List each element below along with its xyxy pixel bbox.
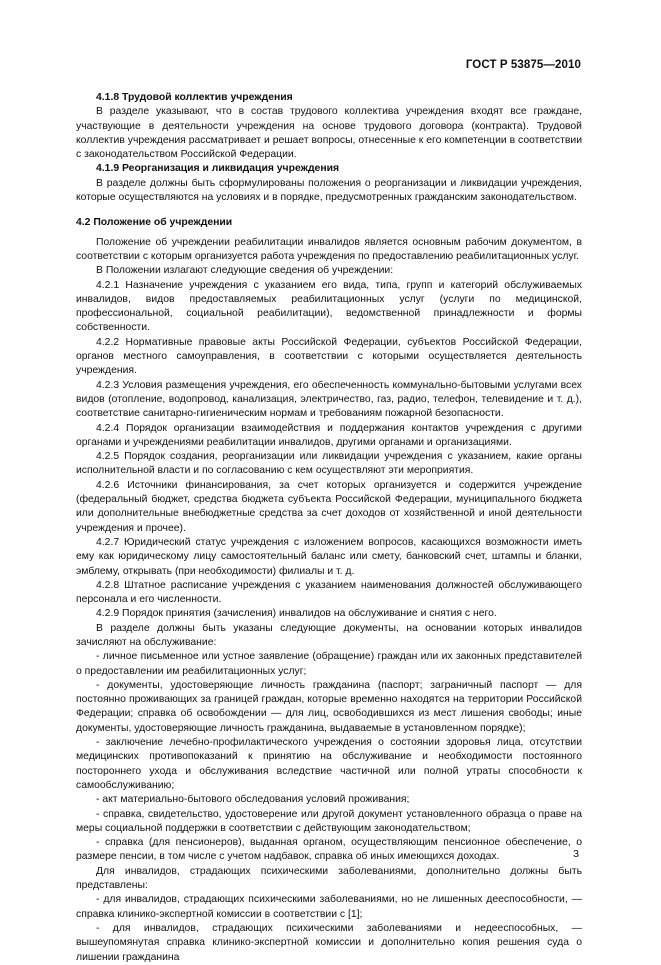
list-item: - акт материально-бытового обследования условий проживания; — [96, 794, 410, 806]
document-code: ГОСТ Р 53875—2010 — [465, 59, 581, 71]
paragraph: Для инвалидов, страдающих психическими заболеваниями, дополнительно должны быть представлены: — [76, 865, 582, 892]
document-body — [76, 91, 582, 965]
clause-4-2-8: 4.2.8 Штатное расписание учреждения с указанием наименования должностей обслуживающего персонала и его численности. — [76, 579, 582, 606]
section-heading-4-1-8: 4.1.8 Трудовой коллектив учреждения — [96, 92, 293, 103]
list-item: - заключение лечебно-профилактического учреждения о состоянии здоровья лица, отсутствии медицинских противопоказаний к принятию на обслуживание и необходимости постоянного постороннего ухода и обслуживания вследствие частичной или полной утраты способности к самообслуживанию; — [76, 737, 582, 791]
section-heading-4-1-9: 4.1.9 Реорганизация и ликвидация учреждения — [96, 163, 340, 175]
paragraph: В разделе указывают, что в состав трудового коллектива учреждения входят все граждане, участвующие в деятельности учреждения на основе трудового договора (контракта). Трудовой коллектив учреждения рассматривает и решает вопросы, отнесенные к его компетенции в соответствии с законодательством Российской Федерации. — [76, 106, 582, 161]
paragraph: В Положении излагают следующие сведения об учреждении: — [96, 265, 394, 277]
paragraph: В разделе должны быть указаны следующие документы, на основании которых инвалидов зачисляют на обслуживание: — [76, 622, 582, 648]
page-number: 3 — [573, 848, 579, 860]
paragraph: Положение об учреждении реабилитации инвалидов является основным рабочим документом, в соответствии с которым организуется работа учреждения по предоставлению реабилитационных услуг. — [76, 236, 582, 262]
clause-4-2-9: 4.2.9 Порядок принятия (зачисления) инвалидов на обслуживание и снятия с него. — [96, 608, 497, 620]
list-item: - справка (для пенсионеров), выданная органом, осуществляющим пенсионное обеспечение, о размере пенсии, в том числе с учетом надбавок, справка об иных имеющихся доходах. — [76, 837, 582, 863]
list-item: - для инвалидов, страдающих психическими заболеваниями, но не лишенных дееспособности, — справка клинико-экспертной комиссии в соответствии с [1]; — [76, 894, 582, 920]
paragraph: В разделе должны быть сформулированы положения о реорганизации и ликвидации учреждения, которые осуществляются на условиях и в порядке, предусмотренных гражданским законодательством. — [76, 177, 582, 204]
list-item: - документы, удостоверяющие личность гражданина (паспорт; заграничный паспорт — для постоянно проживающих за границей граждан, которые временно находятся на территории Российской Федерации; справка об освобождении — для лиц, освободившихся из мест лишения свободы; иные документы, удостоверяющие личность гражданина, выдаваемые в установленном порядке); — [76, 679, 582, 734]
clause-4-2-4: 4.2.4 Порядок организации взаимодействия и поддержания контактов учреждения с другими органами и учреждениями реабилитации инвалидов, другими органами и организациями. — [76, 422, 582, 448]
clause-4-2-2: 4.2.2 Нормативные правовые акты Российской Федерации, субъектов Российской Федерации, органов местного самоуправления, в соответствии с которыми осуществляется деятельность учреждения. — [76, 336, 582, 377]
clause-4-2-5: 4.2.5 Порядок создания, реорганизации или ликвидации учреждения с указанием, какие органы исполнительной власти и по согласованию с кем осуществляют эти мероприятия. — [76, 451, 582, 477]
list-item: - справка, свидетельство, удостоверение или другой документ установленного образца о праве на меры социальной поддержки в соответствии с действующим законодательством; — [76, 808, 582, 834]
clause-4-2-6: 4.2.6 Источники финансирования, за счет которых организуется и содержится учреждение (федеральный бюджет, средства бюджета субъекта Российской Федерации, муниципального бюджета или дополнительные внебюджетные средства за счет доходов от хозяйственной и иной деятельности учреждения и прочее). — [76, 479, 582, 534]
list-item: - для инвалидов, страдающих психическими заболеваниями и недееспособных, — вышеупомянутая справка клинико-экспертной комиссии и дополнительно копия решения суда о лишении гражданина — [76, 922, 582, 963]
clause-4-2-7: 4.2.7 Юридический статус учреждения с изложением вопросов, касающихся возможности иметь ему как юридическому лицу самостоятельный баланс или смету, банковский счет, штампы и бланки, эмблему, открывать (при необходимости) филиалы и т. д. — [76, 536, 582, 577]
list-item: - личное письменное или устное заявление (обращение) граждан или их законных представителей о предоставлении им реабилитационных услуг; — [76, 651, 582, 677]
section-heading-4-2: 4.2 Положение об учреждении — [76, 217, 233, 229]
clause-4-2-1: 4.2.1 Назначение учреждения с указанием его вида, типа, групп и категорий обслуживаемых инвалидов, видов предоставляемых реабилитационных услуг (услуги по медицинской, профессиональной, социальной реабилитации), ведомственной принадлежности и формы собственности. — [76, 279, 582, 334]
clause-4-2-3: 4.2.3 Условия размещения учреждения, его обеспеченность коммунально-бытовыми услугами всех видов (отопление, водопровод, канализация, электричество, газ, радио, телефон, телевидение и т. д.), соответствие санитарно-гигиеническим нормам и требованиям пожарной безопасности. — [76, 379, 582, 420]
